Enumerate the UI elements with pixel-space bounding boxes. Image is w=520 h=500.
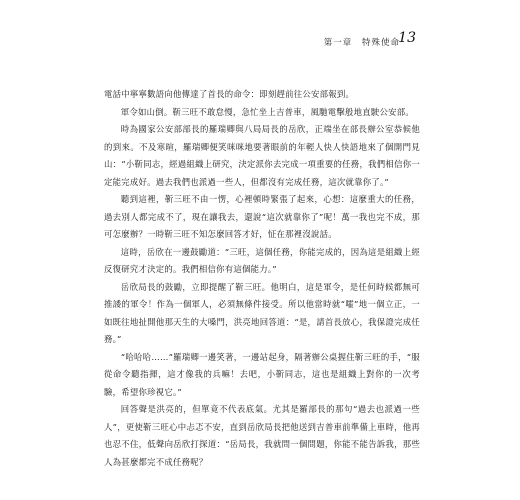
running-head	[324, 36, 400, 48]
paragraph: 回答聲是洪亮的，但單竟不代表底氣。尤其是羅部長的那句“過去也派過一些人”，更使靳三旺心中忐忑不安，直到岳欣局長把他送到吉普車前準備上車時，他再也忍不住，低聲向岳欣打探道：“岳局長，我就問一個問題，你能不能告訴我，那些人為甚麼都完不成任務呢？	[104, 404, 420, 467]
page-number: 13	[398, 30, 416, 46]
paragraph: “哈哈哈……”羅瑞卿一邊笑著，一邊站起身，隔著辦公桌握住靳三旺的手，“服從命令聽指揮，這才像我的兵嘛！去吧，小靳同志，這也是組織上對你的一次考驗，希望你珍視它。”	[104, 351, 420, 397]
paragraph: 聽到這裡，靳三旺不由一愣，心裡頓時緊張了起來，心想：這麼重大的任務，過去別人都完成不了，現在讓我去，還說“這次就靠你了”呢！萬一我也完不成，那可怎麼辦？一時靳三旺不知怎麼回答才好，怔在那裡沒說話。	[104, 194, 420, 239]
paragraph: 時為國家公安部部長的羅瑞卿與八局局長的岳欣，正端坐在部長辦公室恭候他的到來。不及寒暄，羅瑞卿便笑咪咪地要著眼前的年輕人快人快語地來了個開門見山：“小靳同志，經過組織上研究，決定派你去完成一項重要的任務，我們相信你一定能完成好。過去我們也派過一些人，但都沒有完成任務，這次就靠你了。”	[104, 124, 420, 187]
paragraph: 岳欣局長的鼓勵，立即提醒了靳三旺。他明白，這是軍令，是任何時候都無可推諉的軍令！作為一個軍人，必須無條件接受。所以他當時就“嚯”地一個立正，一如既往地扯開他那天生的大嗓門，洪亮地回答道：“是，請首長放心，我保證完成任務。”	[104, 281, 420, 344]
paragraph: 這時，岳欣在一邊鼓勵道：“三旺，這個任務，你能完成的，因為這是組織上經反復研究才決定的。我們相信你有這個能力。”	[104, 246, 420, 274]
chapter-title: 特殊使命	[361, 38, 400, 48]
paragraph: 軍令如山倒。靳三旺不敢怠慢，急忙坐上吉普車，風馳電擊般地直駛公安部。	[120, 106, 415, 117]
chapter-label: 第一章	[323, 38, 353, 48]
body-text	[104, 86, 420, 471]
paragraph: 電話中寧寧數語向他傳達了首長的命令：即刻趕前往公安部報到。	[104, 89, 355, 99]
